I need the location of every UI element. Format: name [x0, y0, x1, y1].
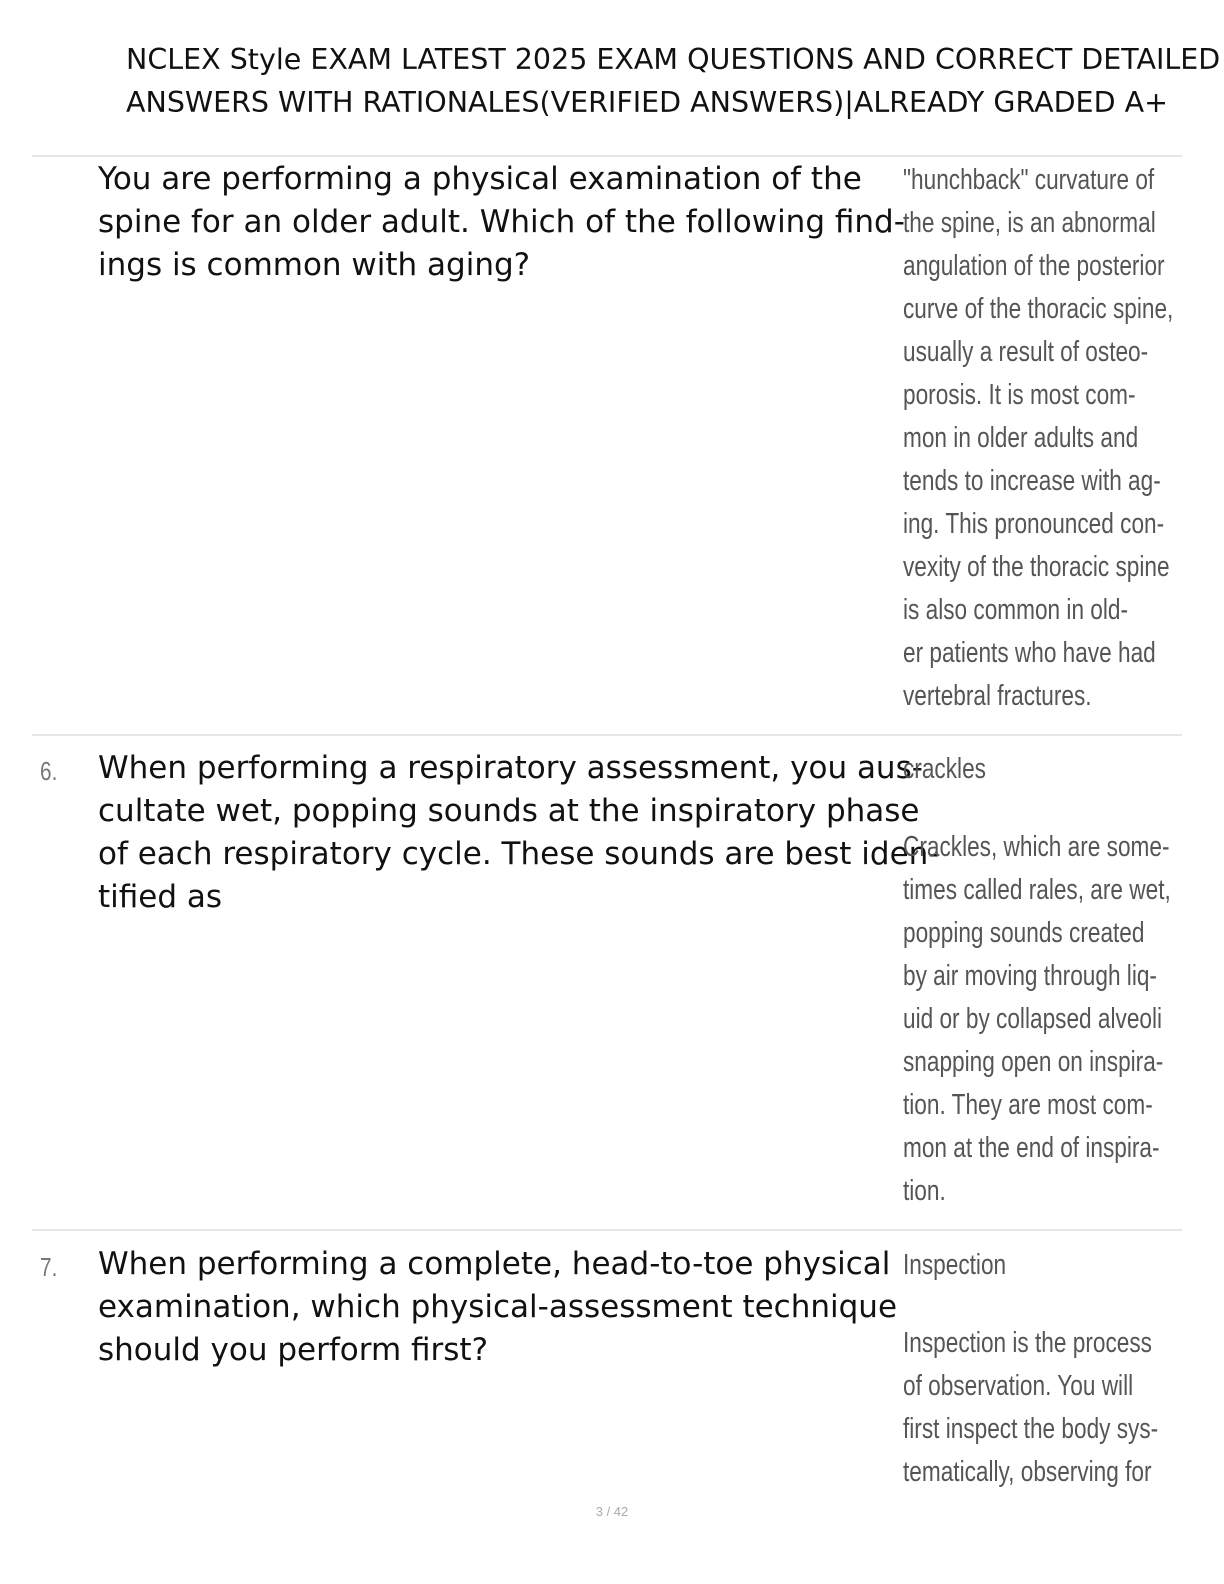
rationale-line: angulation of the posterior [903, 250, 1165, 282]
question-line: spine for an older adult. Which of the following find- [98, 204, 905, 240]
rationale-line: tematically, observing for [903, 1456, 1152, 1488]
rationale-line: first inspect the body sys- [903, 1413, 1159, 1445]
rationale-line: er patients who have had [903, 637, 1156, 669]
rationale-line: times called rales, are wet, [903, 874, 1171, 906]
question-line: cultate wet, popping sounds at the inspiratory phase [98, 793, 920, 829]
divider [32, 1229, 1182, 1231]
question-text [98, 158, 905, 287]
question-line: tified as [98, 879, 223, 915]
answer-rationale [903, 748, 1203, 1213]
rationale-line: the spine, is an abnormal [903, 207, 1156, 239]
rationale-line: "hunchback" curvature of [903, 164, 1155, 196]
answer-rationale [903, 1244, 1203, 1494]
rationale-line: of observation. You will [903, 1370, 1134, 1402]
rationale-line: popping sounds created [903, 917, 1145, 949]
rationale-line: tends to increase with ag- [903, 465, 1161, 497]
rationale-line: Crackles, which are some- [903, 831, 1170, 863]
rationale-line: mon at the end of inspira- [903, 1132, 1160, 1164]
question-text [98, 747, 940, 919]
rationale-line: mon in older adults and [903, 422, 1139, 454]
question-line: When performing a complete, head-to-toe physical [98, 1246, 891, 1282]
header-title-line-2: ANSWERS WITH RATIONALES(VERIFIED ANSWERS)|ALREADY GRADED A+ [126, 86, 1168, 119]
rationale-line: by air moving through liq- [903, 960, 1157, 992]
document-header [126, 38, 1224, 124]
rationale-line: vertebral fractures. [903, 680, 1092, 712]
rationale-line: snapping open on inspira- [903, 1046, 1164, 1078]
rationale-line: porosis. It is most com- [903, 379, 1136, 411]
question-line: should you perform first? [98, 1332, 489, 1368]
question-line: When performing a respiratory assessment, you aus- [98, 750, 923, 786]
question-number: 7. [40, 1252, 58, 1282]
question-line: You are performing a physical examination of the [98, 161, 862, 197]
rationale-line: vexity of the thoracic spine [903, 551, 1170, 583]
question-number: 6. [40, 756, 58, 786]
rationale-line: curve of the thoracic spine, [903, 293, 1174, 325]
divider [32, 155, 1182, 157]
rationale-line: tion. [903, 1175, 946, 1207]
question-line: examination, which physical-assessment technique [98, 1289, 898, 1325]
rationale-line: ing. This pronounced con- [903, 508, 1165, 540]
page-number: 3 / 42 [595, 1504, 629, 1519]
question-line: ings is common with aging? [98, 247, 531, 283]
header-title-line-1: NCLEX Style EXAM LATEST 2025 EXAM QUESTIONS AND CORRECT DETAILED [126, 43, 1221, 76]
answer-line: crackles [903, 753, 986, 785]
divider [32, 734, 1182, 736]
rationale-line: Inspection is the process [903, 1327, 1152, 1359]
rationale-line: uid or by collapsed alveoli [903, 1003, 1163, 1035]
rationale-line: usually a result of osteo- [903, 336, 1149, 368]
question-text [98, 1243, 898, 1372]
answer-rationale [903, 159, 1203, 718]
rationale-line: is also common in old- [903, 594, 1129, 626]
answer-line: Inspection [903, 1249, 1007, 1281]
question-line: of each respiratory cycle. These sounds are best iden- [98, 836, 940, 872]
rationale-line: tion. They are most com- [903, 1089, 1153, 1121]
